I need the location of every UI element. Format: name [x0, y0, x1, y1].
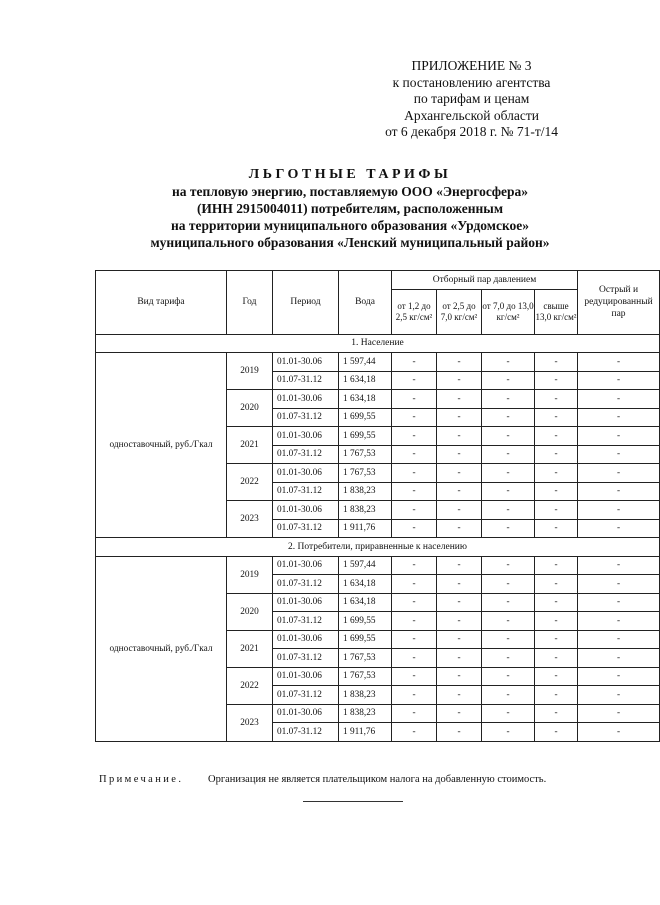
water-tariff-cell: 1 699,55	[339, 408, 392, 427]
period-cell: 01.07-31.12	[273, 686, 339, 705]
empty-value-cell: -	[482, 630, 535, 649]
empty-value-cell: -	[578, 390, 660, 409]
water-tariff-cell: 1 911,76	[339, 723, 392, 742]
empty-value-cell: -	[482, 501, 535, 520]
header-steam-pressure: от 1,2 до 2,5 кг/см²	[392, 289, 437, 334]
empty-value-cell: -	[437, 593, 482, 612]
tariff-type-cell: одноставочный, руб./Гкал	[96, 556, 227, 741]
header-steam-pressure: от 2,5 до 7,0 кг/см²	[437, 289, 482, 334]
empty-value-cell: -	[437, 519, 482, 538]
document-title	[60, 166, 640, 251]
empty-value-cell: -	[578, 593, 660, 612]
year-cell: 2021	[227, 630, 273, 667]
period-cell: 01.07-31.12	[273, 612, 339, 631]
title-main: ЛЬГОТНЫЕ ТАРИФЫ	[248, 167, 452, 182]
empty-value-cell: -	[392, 612, 437, 631]
header-period: Период	[273, 271, 339, 335]
empty-value-cell: -	[535, 630, 578, 649]
tariff-type-cell: одноставочный, руб./Гкал	[96, 353, 227, 538]
appendix-line: Архангельской области	[404, 107, 539, 123]
empty-value-cell: -	[578, 464, 660, 483]
group-title: 1. Население	[96, 334, 660, 353]
empty-value-cell: -	[535, 575, 578, 594]
empty-value-cell: -	[578, 649, 660, 668]
empty-value-cell: -	[392, 630, 437, 649]
empty-value-cell: -	[578, 556, 660, 575]
period-cell: 01.07-31.12	[273, 482, 339, 501]
group-title: 2. Потребители, приравненные к населению	[96, 538, 660, 557]
empty-value-cell: -	[437, 408, 482, 427]
period-cell: 01.01-30.06	[273, 464, 339, 483]
empty-value-cell: -	[535, 612, 578, 631]
empty-value-cell: -	[482, 667, 535, 686]
period-cell: 01.07-31.12	[273, 519, 339, 538]
appendix-line: по тарифам и ценам	[413, 91, 530, 106]
water-tariff-cell: 1 634,18	[339, 371, 392, 390]
empty-value-cell: -	[437, 371, 482, 390]
empty-value-cell: -	[392, 353, 437, 372]
period-cell: 01.01-30.06	[273, 556, 339, 575]
empty-value-cell: -	[535, 649, 578, 668]
year-cell: 2019	[227, 556, 273, 593]
empty-value-cell: -	[535, 390, 578, 409]
empty-value-cell: -	[578, 704, 660, 723]
empty-value-cell: -	[578, 612, 660, 631]
period-cell: 01.01-30.06	[273, 390, 339, 409]
tariffs-table-body	[96, 271, 660, 742]
empty-value-cell: -	[482, 390, 535, 409]
title-line: (ИНН 2915004011) потребителям, расположенным	[196, 201, 504, 216]
empty-value-cell: -	[578, 445, 660, 464]
water-tariff-cell: 1 699,55	[339, 612, 392, 631]
empty-value-cell: -	[392, 464, 437, 483]
empty-value-cell: -	[482, 575, 535, 594]
year-cell: 2023	[227, 704, 273, 741]
table-header-row	[96, 271, 660, 290]
empty-value-cell: -	[482, 445, 535, 464]
period-cell: 01.01-30.06	[273, 667, 339, 686]
appendix-date: от 6 декабря 2018 г. № 71-т/14	[385, 124, 558, 139]
period-cell: 01.07-31.12	[273, 723, 339, 742]
header-steam: Отборный пар давлением	[392, 271, 578, 290]
empty-value-cell: -	[482, 686, 535, 705]
water-tariff-cell: 1 634,18	[339, 575, 392, 594]
water-tariff-cell: 1 699,55	[339, 630, 392, 649]
empty-value-cell: -	[437, 464, 482, 483]
empty-value-cell: -	[437, 482, 482, 501]
water-tariff-cell: 1 767,53	[339, 464, 392, 483]
empty-value-cell: -	[482, 612, 535, 631]
empty-value-cell: -	[578, 501, 660, 520]
empty-value-cell: -	[392, 723, 437, 742]
empty-value-cell: -	[437, 612, 482, 631]
empty-value-cell: -	[437, 445, 482, 464]
empty-value-cell: -	[437, 630, 482, 649]
empty-value-cell: -	[535, 501, 578, 520]
header-year: Год	[227, 271, 273, 335]
period-cell: 01.01-30.06	[273, 353, 339, 372]
footnote-label: Примечание.	[99, 774, 184, 785]
empty-value-cell: -	[482, 408, 535, 427]
header-water: Вода	[339, 271, 392, 335]
empty-value-cell: -	[535, 704, 578, 723]
tariffs-table	[95, 270, 660, 742]
year-cell: 2022	[227, 464, 273, 501]
empty-value-cell: -	[392, 556, 437, 575]
empty-value-cell: -	[535, 371, 578, 390]
empty-value-cell: -	[578, 686, 660, 705]
empty-value-cell: -	[392, 445, 437, 464]
empty-value-cell: -	[437, 575, 482, 594]
period-cell: 01.01-30.06	[273, 704, 339, 723]
water-tariff-cell: 1 911,76	[339, 519, 392, 538]
table-row	[96, 353, 660, 372]
group-title-row	[96, 334, 660, 353]
empty-value-cell: -	[535, 427, 578, 446]
year-cell: 2019	[227, 353, 273, 390]
empty-value-cell: -	[578, 519, 660, 538]
water-tariff-cell: 1 838,23	[339, 686, 392, 705]
empty-value-cell: -	[437, 723, 482, 742]
empty-value-cell: -	[482, 464, 535, 483]
empty-value-cell: -	[535, 667, 578, 686]
empty-value-cell: -	[437, 501, 482, 520]
empty-value-cell: -	[482, 649, 535, 668]
water-tariff-cell: 1 767,53	[339, 649, 392, 668]
header-steam-pressure: от 7,0 до 13,0 кг/см²	[482, 289, 535, 334]
empty-value-cell: -	[482, 593, 535, 612]
end-rule	[303, 801, 403, 802]
empty-value-cell: -	[535, 482, 578, 501]
empty-value-cell: -	[392, 649, 437, 668]
water-tariff-cell: 1 699,55	[339, 427, 392, 446]
appendix-number: ПРИЛОЖЕНИЕ № 3	[411, 58, 532, 73]
empty-value-cell: -	[392, 593, 437, 612]
empty-value-cell: -	[437, 353, 482, 372]
empty-value-cell: -	[578, 630, 660, 649]
period-cell: 01.07-31.12	[273, 408, 339, 427]
year-cell: 2022	[227, 667, 273, 704]
year-cell: 2023	[227, 501, 273, 538]
empty-value-cell: -	[482, 482, 535, 501]
empty-value-cell: -	[437, 686, 482, 705]
empty-value-cell: -	[437, 427, 482, 446]
empty-value-cell: -	[535, 556, 578, 575]
title-line: на тепловую энергию, поставляемую ООО «Энергосфера»	[171, 184, 529, 199]
empty-value-cell: -	[578, 353, 660, 372]
empty-value-cell: -	[578, 408, 660, 427]
empty-value-cell: -	[482, 519, 535, 538]
footnote-text: Организация не является плательщиком налога на добавленную стоимость.	[208, 774, 547, 785]
empty-value-cell: -	[392, 519, 437, 538]
water-tariff-cell: 1 838,23	[339, 704, 392, 723]
period-cell: 01.01-30.06	[273, 501, 339, 520]
water-tariff-cell: 1 634,18	[339, 390, 392, 409]
empty-value-cell: -	[482, 556, 535, 575]
water-tariff-cell: 1 597,44	[339, 353, 392, 372]
header-sharp-steam: Острый и редуцированный пар	[578, 271, 660, 335]
period-cell: 01.01-30.06	[273, 593, 339, 612]
appendix-header	[385, 58, 558, 141]
empty-value-cell: -	[392, 686, 437, 705]
empty-value-cell: -	[535, 723, 578, 742]
year-cell: 2020	[227, 390, 273, 427]
empty-value-cell: -	[482, 371, 535, 390]
water-tariff-cell: 1 838,23	[339, 482, 392, 501]
water-tariff-cell: 1 767,53	[339, 667, 392, 686]
period-cell: 01.07-31.12	[273, 649, 339, 668]
empty-value-cell: -	[392, 501, 437, 520]
empty-value-cell: -	[437, 649, 482, 668]
group-title-row	[96, 538, 660, 557]
empty-value-cell: -	[482, 723, 535, 742]
empty-value-cell: -	[437, 667, 482, 686]
empty-value-cell: -	[392, 408, 437, 427]
empty-value-cell: -	[482, 427, 535, 446]
empty-value-cell: -	[392, 427, 437, 446]
empty-value-cell: -	[578, 575, 660, 594]
empty-value-cell: -	[392, 482, 437, 501]
empty-value-cell: -	[392, 390, 437, 409]
empty-value-cell: -	[535, 593, 578, 612]
header-steam-pressure: свыше 13,0 кг/см²	[535, 289, 578, 334]
period-cell: 01.07-31.12	[273, 575, 339, 594]
header-tariff-type: Вид тарифа	[96, 271, 227, 335]
year-cell: 2020	[227, 593, 273, 630]
empty-value-cell: -	[482, 353, 535, 372]
empty-value-cell: -	[392, 667, 437, 686]
empty-value-cell: -	[535, 408, 578, 427]
empty-value-cell: -	[578, 482, 660, 501]
empty-value-cell: -	[578, 427, 660, 446]
empty-value-cell: -	[535, 464, 578, 483]
empty-value-cell: -	[392, 704, 437, 723]
water-tariff-cell: 1 597,44	[339, 556, 392, 575]
table-row	[96, 556, 660, 575]
empty-value-cell: -	[535, 445, 578, 464]
empty-value-cell: -	[482, 704, 535, 723]
title-line: муниципального образования «Ленский муниципальный район»	[150, 235, 550, 250]
empty-value-cell: -	[535, 686, 578, 705]
period-cell: 01.07-31.12	[273, 371, 339, 390]
footnote	[99, 774, 546, 785]
empty-value-cell: -	[578, 723, 660, 742]
empty-value-cell: -	[578, 371, 660, 390]
water-tariff-cell: 1 767,53	[339, 445, 392, 464]
water-tariff-cell: 1 634,18	[339, 593, 392, 612]
empty-value-cell: -	[437, 556, 482, 575]
empty-value-cell: -	[437, 704, 482, 723]
empty-value-cell: -	[437, 390, 482, 409]
empty-value-cell: -	[392, 371, 437, 390]
period-cell: 01.01-30.06	[273, 630, 339, 649]
period-cell: 01.07-31.12	[273, 445, 339, 464]
empty-value-cell: -	[535, 353, 578, 372]
appendix-line: к постановлению агентства	[392, 74, 551, 90]
water-tariff-cell: 1 838,23	[339, 501, 392, 520]
empty-value-cell: -	[535, 519, 578, 538]
period-cell: 01.01-30.06	[273, 427, 339, 446]
empty-value-cell: -	[392, 575, 437, 594]
empty-value-cell: -	[578, 667, 660, 686]
title-line: на территории муниципального образования «Урдомское»	[170, 218, 530, 233]
year-cell: 2021	[227, 427, 273, 464]
